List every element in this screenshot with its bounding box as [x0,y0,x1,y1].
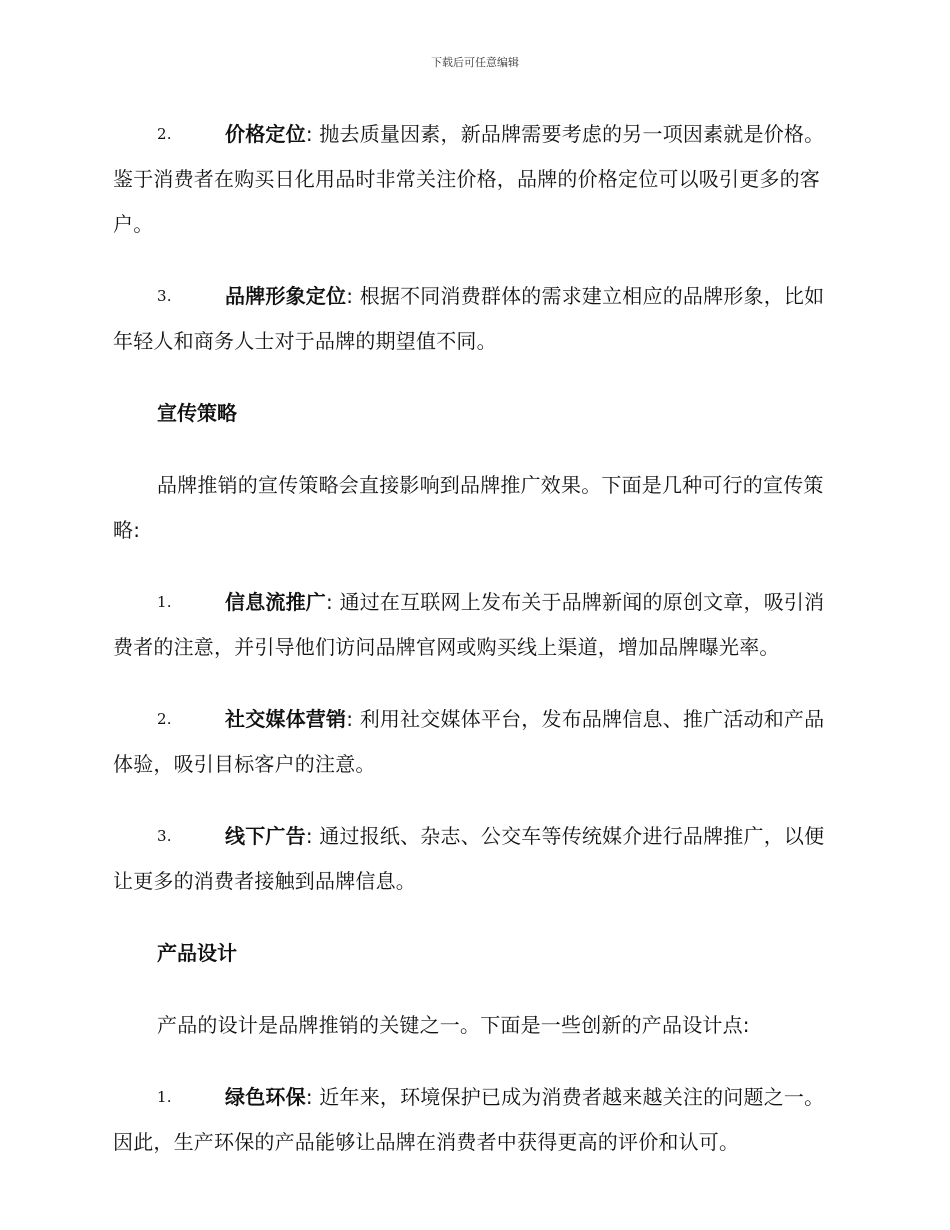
list-text: : 抛去质量因素，新品牌需要考虑的另一项因素就是价格。鉴于消费者在购买日化用品时非常关注价格，品牌的价格定位可以吸引更多的客户。 [113,122,825,236]
section-intro-promotion: 品牌推销的宣传策略会直接影响到品牌推广效果。下面是几种可行的宣传策略: [113,473,824,542]
list-term: 社交媒体营销 [225,707,347,731]
list-text: : 利用社交媒体平台，发布品牌信息、推广活动和产品体验，吸引目标客户的注意。 [113,707,825,776]
list-term: 信息流推广 [225,590,326,614]
list-number: 2. [157,710,172,728]
document-body [113,112,829,1192]
section-intro-product-design: 产品的设计是品牌推销的关键之一。下面是一些创新的产品设计点: [157,1013,750,1037]
list-term: 线下广告 [225,824,306,848]
list-item-offline-ads [113,814,829,904]
section-title-promotion: 宣传策略 [157,401,237,425]
list-text: : 通过报纸、杂志、公交车等传统媒介进行品牌推广，以便让更多的消费者接触到品牌信息。 [113,824,825,893]
list-number: 3. [157,827,172,845]
list-number: 1. [157,1088,172,1106]
list-item-price-positioning [113,112,829,247]
list-number: 2. [157,125,172,143]
page-header-note: 下载后可任意编辑 [431,56,519,69]
list-text: : 近年来，环境保护已成为消费者越来越关注的问题之一。因此，生产环保的产品能够让品牌在消费者中获得更高的评价和认可。 [113,1085,825,1154]
list-term: 价格定位 [225,122,306,146]
section-title-product-design: 产品设计 [157,941,237,965]
list-number: 1. [157,593,172,611]
list-item-green-eco [113,1075,829,1165]
list-number: 3. [157,287,172,305]
list-term: 绿色环保 [225,1085,306,1109]
list-item-social-media [113,697,829,787]
list-text: : 通过在互联网上发布关于品牌新闻的原创文章，吸引消费者的注意，并引导他们访问品牌官网或购买线上渠道，增加品牌曝光率。 [113,590,825,659]
list-item-info-feed [113,580,829,670]
list-text: : 根据不同消费群体的需求建立相应的品牌形象，比如年轻人和商务人士对于品牌的期望值不同。 [113,284,825,353]
list-item-brand-image-positioning [113,274,829,364]
list-term: 品牌形象定位 [225,284,347,308]
